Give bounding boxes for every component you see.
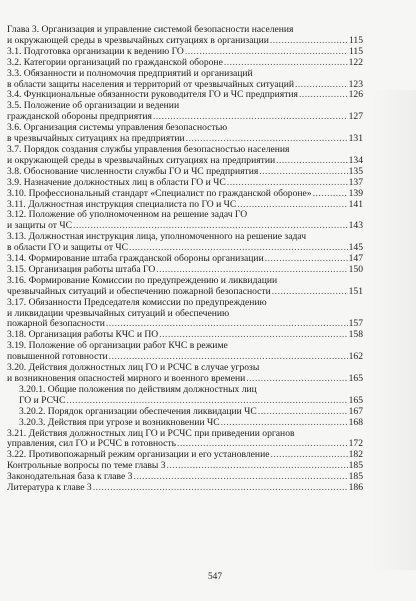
toc-entry: [7, 483, 363, 494]
dot-leader: [246, 374, 347, 385]
dot-leader: [272, 287, 348, 298]
toc-entry: [7, 341, 363, 363]
toc-entry: [7, 69, 363, 91]
toc-entry: [7, 25, 363, 47]
toc-entry-page: 165: [348, 373, 363, 384]
toc-entry-page: 186: [348, 482, 363, 494]
page-number: 547: [207, 572, 223, 582]
toc-entry-page: 126: [348, 89, 363, 101]
toc-entry-title: и окружающей среды в чрезвычайных ситуациях в организации: [7, 34, 269, 46]
toc-entry-page: 150: [348, 263, 363, 275]
toc-entry-title: и возникновения опасностей мирного и военного времени: [7, 373, 246, 384]
toc-entry-title: Контрольные вопросы по теме главы 3: [7, 460, 166, 472]
toc-entry: [7, 407, 363, 418]
dot-leader: [313, 189, 348, 200]
dot-leader: [270, 36, 348, 47]
toc-entry-page: 123: [348, 78, 363, 90]
toc-entry-page: 151: [348, 285, 363, 297]
toc-entry: [7, 189, 363, 200]
toc-entry-page: 137: [348, 176, 363, 188]
toc-entry-title: гражданской обороны предприятия: [7, 111, 152, 123]
toc-entry-title: Глава 3. Организация и управление системой безопасности населения: [7, 24, 294, 35]
toc-entry-title: 3.20. Действия должностных лиц ГО и РСЧС в случае угрозы: [7, 362, 260, 374]
dot-leader: [265, 254, 348, 265]
toc-entry-title: 3.19. Положение об организации работ КЧС в режиме: [7, 340, 228, 352]
toc-entry: [7, 363, 363, 385]
toc-entry-title: 3.5. Положение об организации и ведении: [7, 100, 180, 112]
toc-entry-title: и окружающей среды в чрезвычайных ситуациях на предприятии: [7, 154, 276, 166]
toc-entry: [7, 232, 363, 254]
toc-entry: [7, 298, 363, 331]
toc-entry-title: 3.17. Обязанности Председателя комиссии по предупреждению: [7, 296, 267, 308]
toc-entry-page: 139: [348, 187, 363, 199]
toc-entry: [7, 58, 363, 69]
toc-entry-title: 3.11. Должностная инструкция специалиста по ГО и ЧС: [7, 198, 237, 210]
toc-entry-title: 3.8. Обоснование численности службы ГО и ЧС предприятия: [7, 165, 259, 177]
toc-entry-title: 3.2. Категории организаций по гражданской обороне: [7, 56, 223, 68]
toc-entry-line: [7, 69, 363, 80]
toc-entry-line: [7, 298, 363, 309]
toc-entry-last-line: [19, 418, 363, 429]
toc-entry-page: 134: [348, 154, 363, 166]
toc-entry: [7, 276, 363, 298]
toc-entry-title: 3.6. Организация системы управления безопасностью: [7, 122, 228, 134]
toc-entry-line: [19, 385, 363, 396]
toc-entry-page: 162: [348, 351, 363, 363]
toc-entry-title: в области ГО и защиты от ЧС: [7, 242, 129, 254]
dot-leader: [221, 418, 348, 429]
toc-entry: [7, 210, 363, 232]
toc-entry-title: 3.16. Формирование Комиссии по предупреждению и ликвидации: [7, 274, 278, 286]
toc-entry-page: 165: [348, 394, 363, 406]
toc-entry: [7, 429, 363, 451]
toc-entry: [7, 385, 363, 407]
bleed-through-shadow: [370, 90, 416, 570]
toc-entry-last-line: [7, 178, 363, 189]
dot-leader: [258, 407, 348, 418]
toc-entry-title: пожарной безопасности: [7, 318, 105, 330]
toc-entry: [7, 101, 363, 123]
toc-entry-page: 158: [348, 329, 363, 341]
toc-entry-page: 167: [348, 405, 363, 417]
toc-entry-title: 3.4. Функциональные обязанности руководителя ГО и ЧС предприятия: [7, 89, 298, 101]
toc-entry-title: в области защиты населения и территорий от чрезвычайных ситуаций: [7, 78, 294, 90]
toc-entry-title: 3.20.2. Порядок организации обеспечения ликвидации ЧС: [19, 405, 257, 417]
toc-entry-page: 172: [348, 438, 363, 450]
toc-entry-last-line: [7, 483, 363, 494]
toc-entry-title: 3.10. Профессиональный стандарт «Специалист по гражданской обороне»: [7, 187, 312, 199]
toc-entry: [7, 178, 363, 189]
toc-entry-page: 182: [348, 449, 363, 461]
toc-entry-title: 3.14. Формирование штаба гражданской обороны организации: [7, 253, 264, 265]
dot-leader: [167, 461, 348, 472]
toc-entry-page: 141: [348, 198, 363, 210]
toc-entry-title: и защиты от ЧС: [7, 220, 73, 232]
toc-entry-title: в чрезвычайных ситуациях на предприятии: [7, 133, 185, 145]
toc-entry-page: 145: [348, 242, 363, 254]
toc-entry-page: 135: [348, 165, 363, 177]
dot-leader: [224, 58, 348, 69]
toc-entry-title: 3.18. Организация работы КЧС и ПО: [7, 329, 159, 341]
toc-entry-page: 143: [348, 220, 363, 232]
toc-entry-title: 3.13. Должностная инструкция лица, уполномоченного на решение задач: [7, 231, 307, 243]
toc-entry-title: 3.12. Положение об уполномоченном на решение задач ГО: [7, 209, 248, 221]
dot-leader: [270, 450, 347, 461]
toc-entry-title: 3.1. Подготовка организации к ведению ГО: [7, 45, 184, 57]
toc-entry-title: 3.20.1. Общие положения по действиям должностных лиц: [19, 383, 257, 395]
toc-entry-page: 131: [348, 133, 363, 145]
toc-entry-page: 122: [348, 56, 363, 68]
toc-entry-page: 157: [348, 318, 363, 330]
toc-entry-last-line: [7, 58, 363, 69]
toc-entry-page: 115: [348, 34, 363, 46]
toc-entry-page: 168: [348, 416, 363, 428]
toc-entry-title: чрезвычайных ситуаций и обеспечению пожарной безопасности: [7, 285, 271, 297]
toc-entry-title: 3.21. Действия должностных лиц ГО и РСЧС при приведении органов: [7, 427, 295, 439]
toc-entry-title: 3.20.3. Действия при угрозе и возникновении ЧС: [19, 416, 220, 428]
toc-entry-title: 3.22. Противопожарный режим организации и его установление: [7, 449, 270, 461]
toc-entry-page: 185: [348, 460, 363, 472]
dot-leader: [93, 483, 348, 494]
toc-entry: [7, 418, 363, 429]
toc-entry-title: повышенной готовности: [7, 351, 108, 363]
dot-leader: [227, 178, 348, 189]
toc-entry-last-line: [7, 189, 363, 200]
dot-leader: [276, 156, 348, 167]
toc-entry: [7, 123, 363, 145]
toc-entry-title: управления, сил ГО и РСЧС в готовность: [7, 438, 176, 450]
toc-entry-title: и ликвидации чрезвычайных ситуаций и обеспечению: [7, 307, 230, 319]
table-of-contents: [7, 25, 363, 494]
toc-entry-title: 3.9. Назначение должностных лиц в области ГО и ЧС: [7, 176, 226, 188]
toc-entry: [7, 145, 363, 167]
dot-leader: [299, 90, 348, 101]
dot-leader: [133, 472, 347, 483]
toc-entry-page: 127: [348, 111, 363, 123]
toc-entry-page: 147: [348, 253, 363, 265]
toc-entry-title: 3.15. Организация работы штаба ГО: [7, 263, 156, 275]
toc-entry-last-line: [19, 407, 363, 418]
toc-entry-page: 115: [348, 45, 363, 57]
toc-entry-title: 3.3. Обязанности и полномочия предприятий и организаций: [7, 67, 253, 79]
dot-leader: [259, 167, 347, 178]
toc-entry-title: Законодательная база к главе 3: [7, 471, 133, 483]
toc-entry-page: 185: [348, 471, 363, 483]
toc-entry-title: Литература к главе 3: [7, 482, 92, 494]
toc-entry-title: 3.7. Порядок создания службы управления безопасностью населения: [7, 143, 290, 155]
toc-entry-title: ГО и РСЧС: [19, 394, 66, 406]
dot-leader: [237, 200, 347, 211]
dot-leader: [295, 80, 348, 91]
